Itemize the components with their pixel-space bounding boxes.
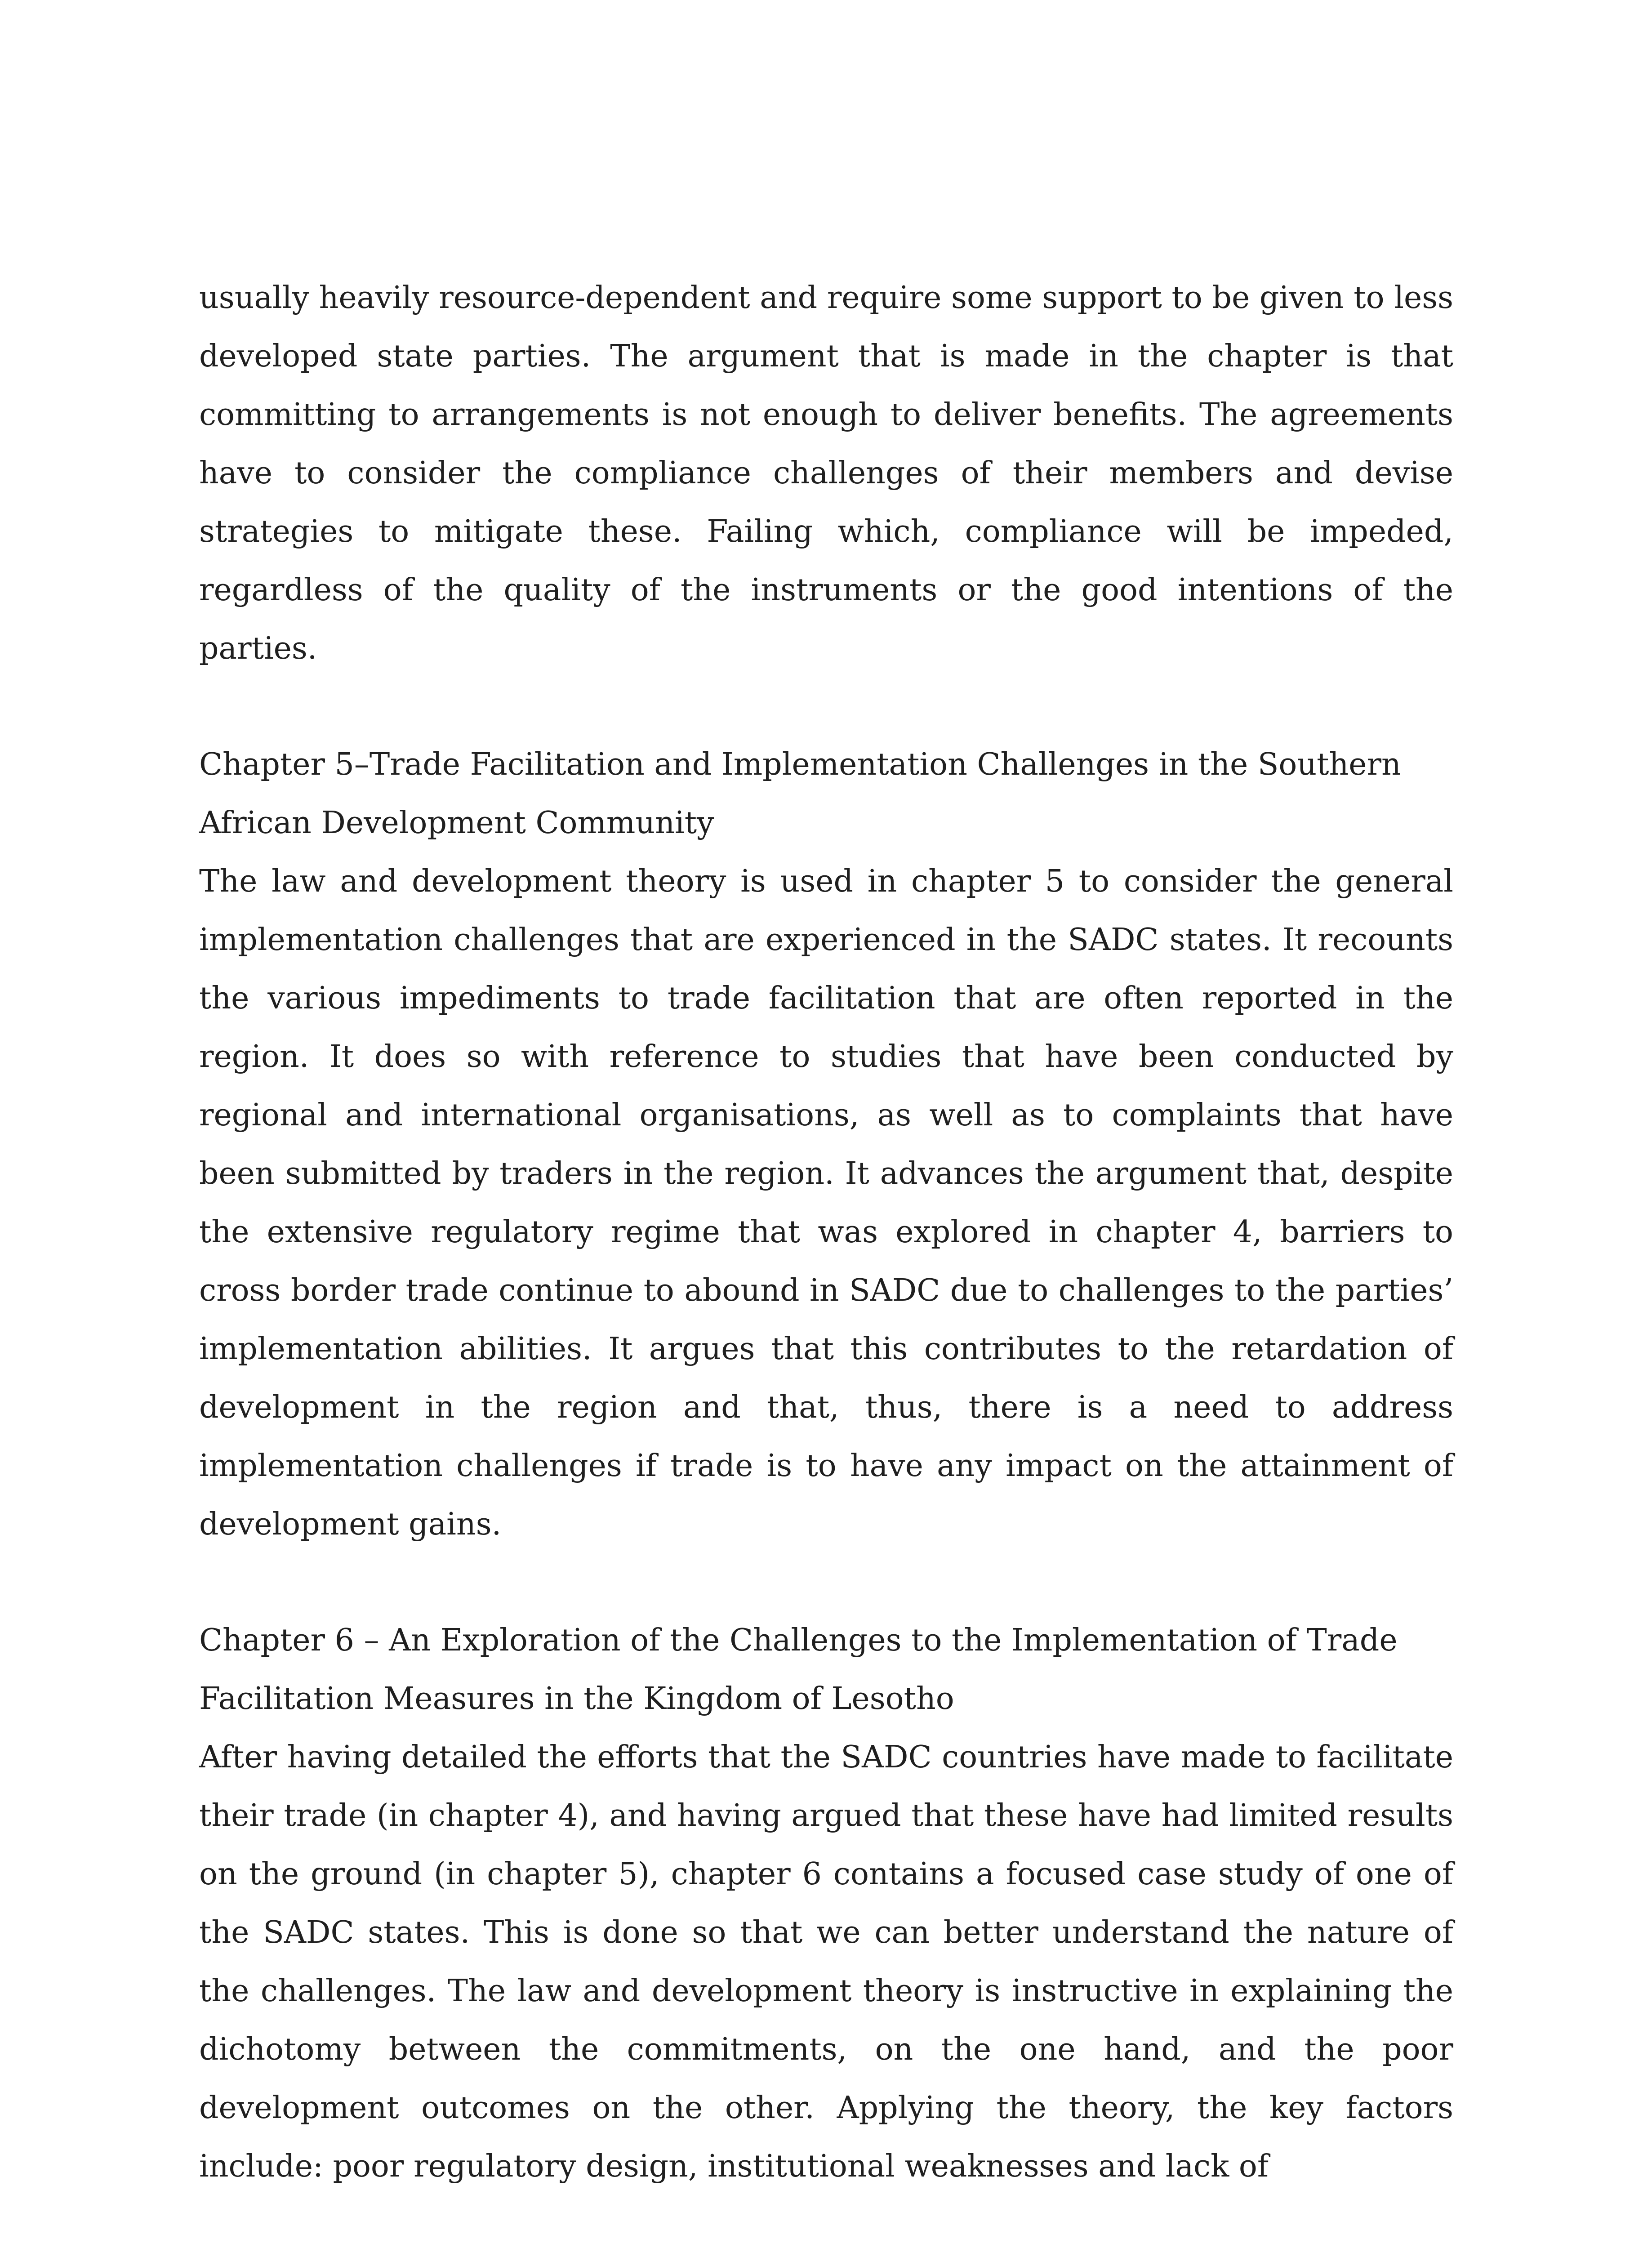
chapter-5-paragraph: The law and development theory is used in chapter 5 to consider the general implementation challenges that are experienced in the SADC states. It recounts the various impediments to trade facilitation that are often reported in the region. It does so with reference to studies that have been conducted by regional and international organisations, as well as to complaints that have been submitted by traders in the region. It advances the argument that, despite the extensive regulatory regime that was explored in chapter 4, barriers to cross border trade continue to abound in SADC due to challenges to the parties’ implementation abilities. It argues that this contributes to the retardation of development in the region and that, thus, there is a need to address implementation challenges if trade is to have any impact on the attainment of development gains. (199, 864, 1453, 1542)
chapter-5-heading: Chapter 5–Trade Facilitation and Implementation Challenges in the Southern African Development Community (199, 747, 1401, 841)
chapter-6-heading: Chapter 6 – An Exploration of the Challenges to the Implementation of Trade Facilitation Measures in the Kingdom of Lesotho (199, 1623, 1398, 1717)
paragraph-intro-continued: usually heavily resource-dependent and require some support to be given to less developed state parties. The argument that is made in the chapter is that committing to arrangements is not enough to deliver benefits. The agreements have to consider the compliance challenges of their members and devise strategies to mitigate these. Failing which, compliance will be impeded, regardless of the quality of the instruments or the good intentions of the parties. (199, 280, 1453, 666)
chapter-6-paragraph: After having detailed the efforts that the SADC countries have made to facilitate their trade (in chapter 4), and having argued that these have had limited results on the ground (in chapter 5), chapter 6 contains a focused case study of one of the SADC states. This is done so that we can better understand the nature of the challenges. The law and development theory is instructive in explaining the dichotomy between the commitments, on the one hand, and the poor development outcomes on the other. Applying the theory, the key factors include: poor regulatory design, institutional weaknesses and lack of (199, 1740, 1453, 2184)
